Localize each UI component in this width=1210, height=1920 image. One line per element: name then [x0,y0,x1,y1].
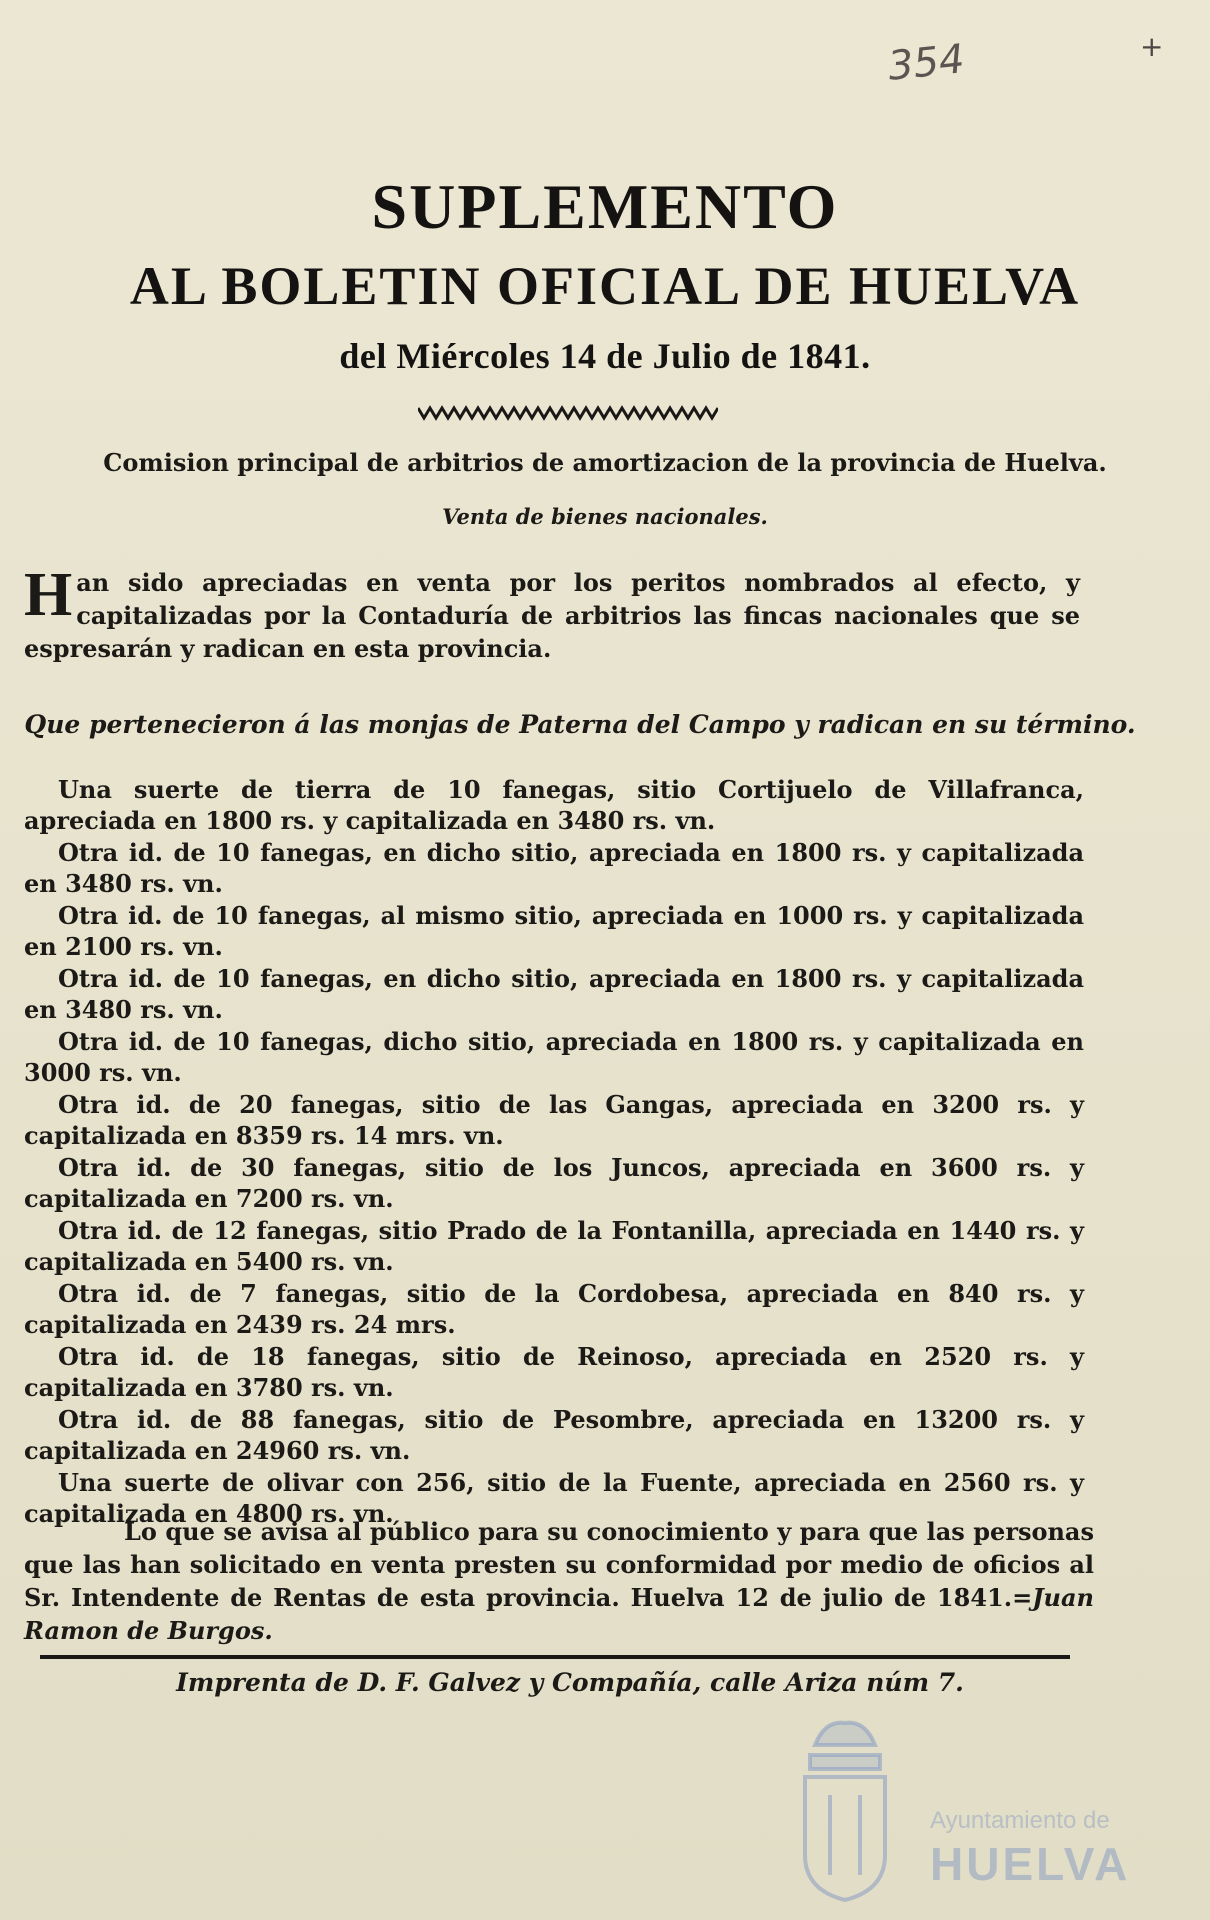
property-entry: Otra id. de 30 fanegas, sitio de los Juncos, apreciada en 3600 rs. y capitalizada en 7200 rs. vn. [24,1153,1084,1213]
watermark-line1: Ayuntamiento de [930,1807,1110,1834]
property-entry: Una suerte de tierra de 10 fanegas, sitio Cortijuelo de Villafranca, apreciada en 1800 rs. y capitalizada en 3480 rs. vn. [24,775,1084,835]
property-entry: Otra id. de 10 fanegas, al mismo sitio, apreciada en 1000 rs. y capitalizada en 2100 rs. vn. [24,901,1084,961]
intro-text: an sido apreciadas en venta por los peritos nombrados al efecto, y capitalizadas por la Contaduría de arbitrios las fincas nacionales que se espresarán y radican en esta provincia. [24,568,1080,663]
printer-imprint: Imprenta de D. F. Galvez y Compañía, calle Ariza núm 7. [176,1668,964,1697]
property-entry: Otra id. de 12 fanegas, sitio Prado de la Fontanilla, apreciada en 1440 rs. y capitalizada en 5400 rs. vn. [24,1216,1084,1276]
corner-mark: + [1140,30,1164,63]
watermark-line2: HUELVA [930,1838,1131,1890]
property-entry: Otra id. de 18 fanegas, sitio de Reinoso, apreciada en 2520 rs. y capitalizada en 3780 rs. vn. [24,1342,1084,1402]
drop-cap: H [24,561,73,629]
sale-subtitle: Venta de bienes nacionales. [442,504,768,529]
property-entry: Otra id. de 10 fanegas, en dicho sitio, apreciada en 1800 rs. y capitalizada en 3480 rs. vn. [24,964,1084,1024]
closing-text: Lo que se avisa al público para su conocimiento y para que las personas que las han solicitado en venta presten su conformidad por medio de oficios al Sr. Intendente de Rentas de esta provincia. Huelva 12 de julio de 1841.= [24,1517,1094,1612]
title-suplemento: SUPLEMENTO [371,171,839,242]
property-entry: Una suerte de olivar con 256, sitio de la Fuente, apreciada en 2560 rs. y capitalizada en 4800 rs. vn. [24,1468,1084,1528]
archive-number: 354 [885,36,967,90]
property-entry: Otra id. de 20 fanegas, sitio de las Gangas, apreciada en 3200 rs. y capitalizada en 8359 rs. 14 mrs. vn. [24,1090,1084,1150]
property-entry: Otra id. de 88 fanegas, sitio de Pesombre, apreciada en 13200 rs. y capitalizada en 24960 rs. vn. [24,1405,1084,1465]
signature: Juan Ramon de Burgos. [24,1583,1094,1645]
property-entry: Otra id. de 10 fanegas, en dicho sitio, apreciada en 1800 rs. y capitalizada en 3480 rs. vn. [24,838,1084,898]
intro-paragraph [24,561,1080,665]
property-list [24,774,1084,1530]
city-shield-icon [790,1715,900,1905]
section-heading: Que pertenecieron á las monjas de Paterna del Campo y radican en su término. [24,710,1136,739]
title-boletin: AL BOLETIN OFICIAL DE HUELVA [129,256,1081,316]
archive-watermark [790,1715,1150,1905]
property-entry: Otra id. de 10 fanegas, dicho sitio, apreciada en 1800 rs. y capitalizada en 3000 rs. vn. [24,1027,1084,1087]
closing-paragraph [24,1515,1094,1647]
ornament-divider-icon [418,405,718,421]
footer-rule [40,1655,1070,1659]
commission-heading: Comision principal de arbitrios de amortizacion de la provincia de Huelva. [103,448,1107,477]
property-entry: Otra id. de 7 fanegas, sitio de la Cordobesa, apreciada en 840 rs. y capitalizada en 2439 rs. 24 mrs. [24,1279,1084,1339]
date-line: del Miércoles 14 de Julio de 1841. [339,336,871,376]
